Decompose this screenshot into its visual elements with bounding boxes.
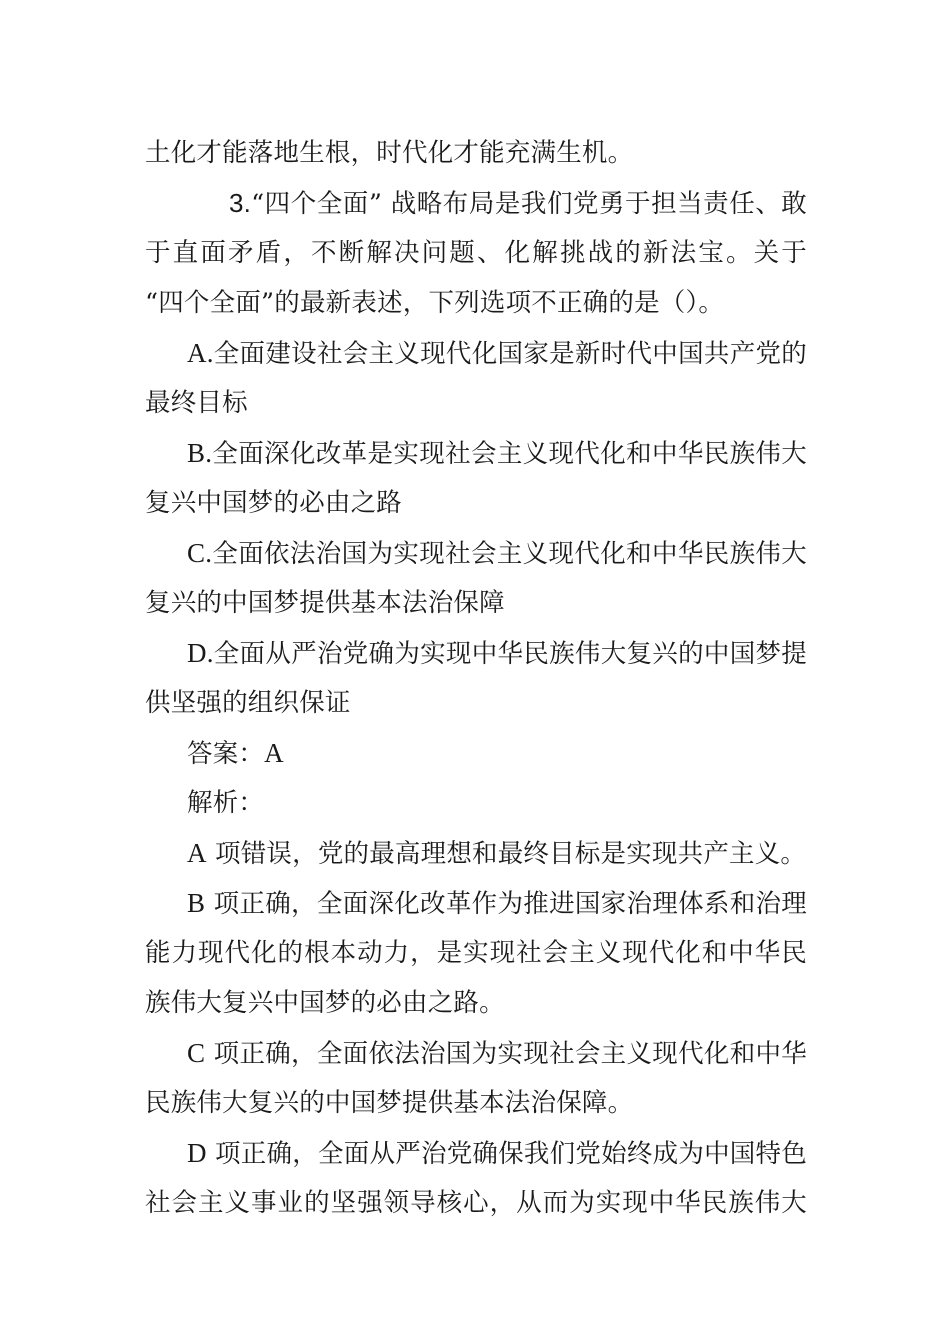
analysis-d-text-1: 项正确，全面从严治党确保我们党始终成为中国特色 [215,1139,807,1169]
analysis-c-line-1 [145,1034,807,1084]
question-line-1 [145,184,807,234]
answer-line [145,734,807,784]
analysis-c-text-1: 项正确，全面依法治国为实现社会主义现代化和中华 [213,1039,807,1069]
document-page [145,134,807,1234]
answer-value: A [264,738,284,768]
analysis-d-line-2: 社会主义事业的坚强领导核心，从而为实现中华民族伟大 [145,1188,807,1218]
option-b-text: 全面深化改革是实现社会主义现代化和中华民族伟大 [212,439,807,469]
option-c-line-2: 复兴的中国梦提供基本法治保障 [145,588,505,618]
option-a-letter: A. [187,338,214,368]
analysis-b-line-3: 族伟大复兴中国梦的必由之路。 [145,988,505,1018]
question-number: 3. [229,188,252,218]
analysis-b-line-1 [145,884,807,934]
option-a-text: 全面建设社会主义现代化国家是新时代中国共产党的 [213,339,807,369]
option-c-letter: C. [187,538,213,568]
option-c-line-1 [145,534,807,584]
analysis-b-line-2: 能力现代化的根本动力，是实现社会主义现代化和中华民 [145,938,807,968]
analysis-b-letter: B [187,888,206,918]
analysis-b-text-1: 项正确，全面深化改革作为推进国家治理体系和治理 [213,889,807,919]
analysis-a-text: 项错误，党的最高理想和最终目标是实现共产主义。 [215,839,807,869]
question-line-2: 于直面矛盾，不断解决问题、化解挑战的新法宝。关于 [145,238,807,268]
option-d-line-2: 供坚强的组织保证 [145,688,351,718]
analysis-c-letter: C [187,1038,206,1068]
analysis-c-line-2: 民族伟大复兴的中国梦提供基本法治保障。 [145,1088,634,1118]
question-line-3: “四个全面”的最新表述，下列选项不正确的是（）。 [145,288,725,318]
option-b-line-2: 复兴中国梦的必由之路 [145,488,403,518]
option-a-line-1 [145,334,807,384]
option-d-line-1 [145,634,807,684]
option-b-letter: B. [187,438,213,468]
option-c-text: 全面依法治国为实现社会主义现代化和中华民族伟大 [212,539,807,569]
analysis-label: 解析： [187,788,265,818]
answer-label: 答案： [187,739,265,769]
continuation-line: 土化才能落地生根，时代化才能充满生机。 [145,138,634,168]
option-a-line-2: 最终目标 [145,388,248,418]
question-text-1: “四个全面” 战略布局是我们党勇于担当责任、敢 [251,189,807,219]
analysis-d-line-1 [145,1134,807,1184]
option-d-text: 全面从严治党确为实现中华民族伟大复兴的中国梦提 [213,639,807,669]
analysis-a-letter: A [187,838,207,868]
analysis-d-letter: D [187,1138,207,1168]
analysis-a-line-1 [145,834,807,884]
option-b-line-1 [145,434,807,484]
option-d-letter: D. [187,638,214,668]
